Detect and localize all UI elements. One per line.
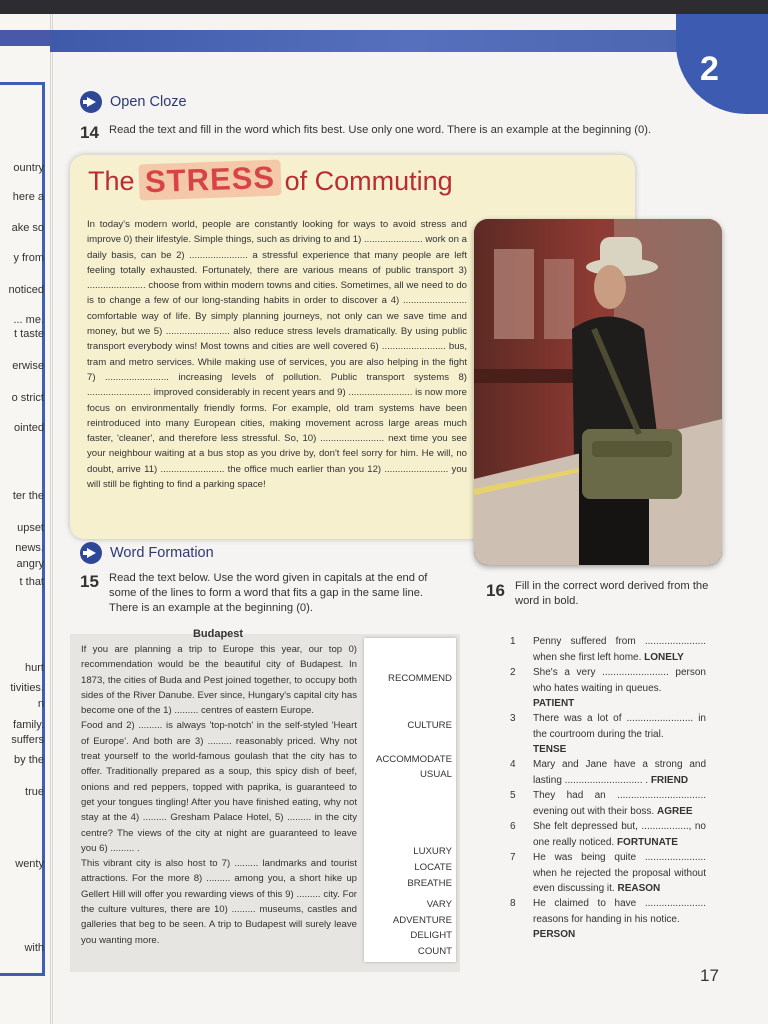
open-cloze-title: Open Cloze — [110, 94, 187, 110]
exercise-16-item — [510, 819, 706, 850]
item-number: 3 — [510, 713, 516, 724]
previous-page-fragment: t that — [19, 576, 44, 588]
cue-word: ACCOMMODATE — [375, 754, 452, 765]
previous-page-fragment: wenty — [15, 858, 44, 870]
item-number: 5 — [510, 790, 516, 801]
previous-page-fragment: noticed — [8, 284, 44, 296]
cue-word: COUNT — [417, 946, 452, 957]
item-sentence — [533, 757, 706, 788]
previous-page-fragment: y from — [13, 252, 44, 264]
exercise-16-instruction: Fill in the correct word derived from the word in bold. — [515, 580, 709, 607]
article-title — [88, 159, 453, 200]
exercise-16-item — [510, 896, 706, 943]
item-word: PATIENT — [533, 698, 575, 709]
item-text: They had an ................................ evening out with their boss. — [533, 790, 706, 817]
cue-word: LUXURY — [413, 846, 452, 857]
header-band — [50, 30, 768, 52]
budapest-text — [81, 642, 357, 948]
budapest-paragraph: If you are planning a trip to Europe this year, our top 0) recommendation would be the beautiful city of Budapest. In 1873, the cities of Buda and Pest joined together, to occupy both sides of the River Danube. Ever since, Hungary's capital city has become one of the 1) ......... centres of eastern Europe. — [81, 644, 357, 717]
item-sentence — [533, 665, 706, 712]
exercise-16-item — [510, 665, 706, 712]
previous-page-fragment: ountry — [13, 162, 44, 174]
exercise-14-number: 14 — [80, 123, 99, 142]
previous-page-fragment: family. — [13, 719, 44, 731]
previous-page-fragment: ointed — [14, 422, 44, 434]
previous-page-fragment: ... me. — [13, 314, 44, 326]
word-formation-header — [80, 542, 214, 564]
item-text: Penny suffered from ...................... when she first left home. — [533, 636, 706, 663]
exercise-16-item — [510, 711, 706, 758]
article-title-highlight: STRESS — [138, 160, 281, 201]
previous-page-fragment: o strict — [11, 392, 44, 404]
previous-page-fragment: here a — [12, 191, 44, 203]
budapest-paragraph: This vibrant city is also host to 7) ......... landmarks and tourist attractions. For the more 8) ......... among you, a short hike up Gellert Hill will offer you rewarding views of this 9) ......... city. For the culture vultures, there are 10) ......... museums, castles and galleries that beg to be seen. A trip to Budapest will surely leave you wanting more. — [81, 858, 357, 946]
budapest-paragraph: Food and 2) ......... is always 'top-notch' in the self-styled 'Heart of Europe'. And both are 3) ......... reasonably priced. Why not treat yourself to the world-famous goulash that the city has to offer. Traditionally prepared as a soup, this spicy dish of beef, onions and red peppers, topped with paprika, is guaranteed to get your tongues tingling! After you have finished eating, why not stay at the 4) ......... Gresham Palace Hotel, 5) ......... in the city centre? The views of the city at night are guaranteed to leave you 6) ......... . — [81, 720, 357, 854]
previous-page-fragment: hurt — [25, 662, 44, 674]
previous-page-edge — [0, 14, 51, 1024]
item-sentence — [533, 819, 706, 850]
article-title-post: of Commuting — [284, 166, 453, 196]
previous-page-fragment: ake so — [11, 222, 44, 234]
exercise-16-number: 16 — [486, 581, 505, 600]
exercise-16-item — [510, 757, 706, 788]
exercise-16-item — [510, 634, 706, 665]
word-formation-title: Word Formation — [110, 545, 214, 561]
cue-word: USUAL — [420, 769, 452, 780]
item-number: 8 — [510, 898, 516, 909]
unit-number: 2 — [700, 50, 719, 88]
item-sentence — [533, 788, 706, 819]
open-cloze-header — [80, 91, 187, 113]
item-word: FORTUNATE — [616, 836, 678, 848]
previous-page-fragment: angry — [16, 558, 44, 570]
item-number: 7 — [510, 852, 516, 863]
item-number: 4 — [510, 759, 516, 770]
unit-badge — [676, 14, 768, 114]
exercise-16-item — [510, 788, 706, 819]
article-body: In today's modern world, people are constantly looking for ways to avoid stress and improve 0) their lifestyle. Simple things, such as driving to and 1) ...................... work on a daily basis, can be 2) ...................... a stressful experience that many people are left feeling totally exhausted. Fortunately, there are various means of public transport 3) ...................... choose from within modern towns and cities. Sometimes, all we need to do is to change a few of our long-standing habits in order to discover a 4) ........................ comfortable way of life. By simply planning journeys, not only can we save time and money, but we 5) ........................ also reduce stress levels dramatically. By using public transport everybody wins! Most towns and cities are well covered 6) ........................ bus, tram and metro services. While making use of services, you are also helping in the fight 7) ........................ increasing levels of pollution. Public transport systems 8) ........................ improved considerably in recent years and 9) ........................ is now more focus on environmentally friendly forms. For example, old tram systems have been reintroduced into many European cities, making movement across large areas much faster, 'cleaner', and therefore less stressful. So, 10) ........................ next time you see your neighbour waiting at a bus stop as you drive by, don't feel sorry for him. He will, no doubt, arrive 11) ........................ the office much earlier than you 12) ........................ you will still be fighting to find a parking space! — [87, 219, 467, 491]
previous-page-fragment: suffers — [11, 734, 44, 746]
item-number: 2 — [510, 667, 516, 678]
cue-word: VARY — [426, 899, 452, 910]
exercise-16-item — [510, 850, 706, 897]
previous-page-fragment: tivities. — [10, 682, 44, 694]
cue-word: ADVENTURE — [392, 915, 452, 926]
exercise-14-instruction: Read the text and fill in the word which fits best. Use only one word. There is an example at the beginning (0). — [109, 124, 652, 136]
cue-word: RECOMMEND — [388, 673, 452, 684]
commuter-illustration — [474, 219, 722, 565]
cue-word: CULTURE — [407, 720, 452, 731]
cue-word: DELIGHT — [410, 930, 452, 941]
page-number: 17 — [700, 966, 719, 985]
arrow-right-icon — [80, 542, 102, 564]
item-word: LONELY — [644, 651, 684, 663]
previous-page-fragment: by the — [14, 754, 44, 766]
item-text: He was being quite ...................... when he rejected the proposal without even discussing it. — [533, 852, 706, 894]
item-text: He claimed to have ...................... reasons for handing in his notice. — [533, 898, 706, 925]
item-word: TENSE — [533, 744, 567, 755]
cue-word: BREATHE — [407, 878, 452, 889]
budapest-title: Budapest — [192, 628, 244, 640]
item-sentence — [533, 896, 706, 943]
item-text: She felt depressed but, ................., no one really noticed. — [533, 821, 706, 848]
binding-line — [52, 14, 53, 1024]
item-sentence — [533, 711, 706, 758]
article-title-pre: The — [88, 166, 135, 196]
previous-page-fragment: true — [25, 786, 44, 798]
cue-words-column — [364, 638, 456, 962]
arrow-right-icon — [80, 91, 102, 113]
commuter-photo — [474, 219, 722, 565]
previous-page-fragment: news. — [15, 542, 44, 554]
item-sentence — [533, 634, 706, 665]
item-text: There was a lot of ........................ in the courtroom during the trial. — [533, 713, 706, 740]
item-text: She's a very ........................ person who hates waiting in queues. — [533, 667, 706, 694]
item-word: AGREE — [656, 805, 693, 817]
item-word: REASON — [617, 883, 661, 894]
item-sentence — [533, 850, 706, 897]
cue-word: LOCATE — [414, 862, 452, 873]
previous-page-fragment: upset — [17, 522, 44, 534]
item-word: PERSON — [533, 929, 576, 940]
previous-page-fragment: with — [24, 942, 44, 954]
previous-page-fragment: t taste — [14, 328, 44, 340]
previous-page-fragment: erwise — [12, 360, 44, 372]
item-word: FRIEND — [650, 774, 689, 786]
previous-page-band — [0, 30, 50, 46]
workbook-page — [0, 14, 768, 1024]
previous-page-fragment: ter the — [12, 490, 44, 502]
item-number: 1 — [510, 636, 516, 647]
exercise-15-number: 15 — [80, 572, 99, 591]
item-number: 6 — [510, 821, 516, 832]
exercise-15-instruction: Read the text below. Use the word given in capitals at the end of some of the lines to form a word that fits a gap in the same line. There is an example at the beginning (0). — [109, 572, 428, 614]
previous-page-fragment: n — [37, 698, 44, 710]
item-text: Mary and Jane have a strong and lasting ............................ . — [533, 759, 706, 786]
